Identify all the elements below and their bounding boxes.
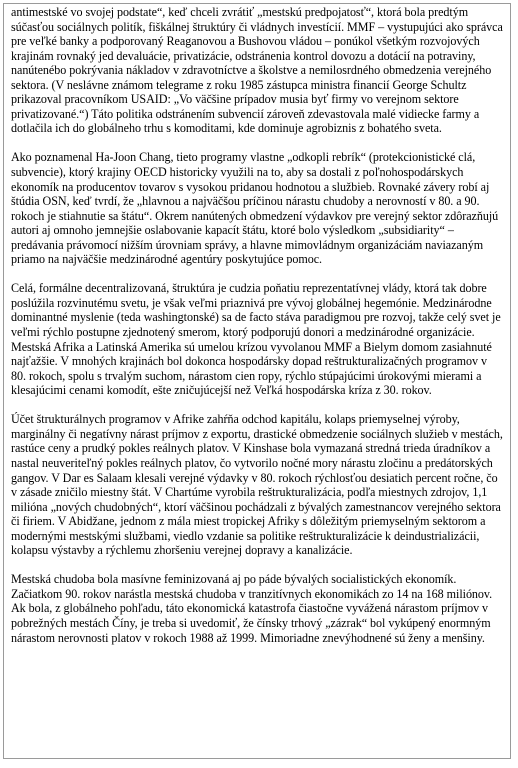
paragraph-4: Účet štrukturálnych programov v Afrike zahŕňa odchod kapitálu, kolaps priemyselnej výroby, marginálny či negatívny nárast príjmov z exportu, drastické obmedzenie sociálnych služieb v mestách, rastúce ceny a prudký pokles reálnych platov. V Kinshase bola vymazaná stredná trieda úradníkov a nastal neuveriteľný pokles reálnych platov, čo vytvorilo nočné mory nárastu zločinu a predátorských gangov. V Dar es Salaam klesali verejné výdavky v 80. rokoch rýchlosťou desiatich percent ročne, čo v zásade zničilo miestny štát. V Chartúme vyrobila reštrukturalizácia, podľa miestnych zdrojov, 1,1 milióna „nových chudobných“, ktorí väčšinou pochádzali z bývalých zamestnancov verejného sektora či firiem. V Abidžane, jednom z mála miest tropickej Afriky s dôležitým priemyselným sektorom a modernými mestskými službami, viedlo vzdanie sa politike reštrukturalizácie k deindustrializácii, kolapsu výstavby a rýchlemu zhoršeniu verejnej dopravy a kanalizácie. [11,412,503,558]
paragraph-3: Celá, formálne decentralizovaná, štruktúra je cudzia poňatiu reprezentatívnej vlády, ktorá tak dobre poslúžila rozvinutému svetu, je však veľmi priaznivá pre vývoj globálnej hegemónie. Medzinárodne dominantné myslenie (teda washingtonské) sa de facto stáva paradigmou pre rozvoj, takže celý svet je veľmi rýchlo postupne zjednotený smerom, ktorý podporujú donori a medzinárodné organizácie. Mestská Afrika a Latinská Amerika sú umelou krízou vyvolanou MMF a Bielym domom zasiahnuté najťažšie. V mnohých krajinách bol dokonca hospodársky dopad reštrukturalizačných programov v 80. rokoch, spolu s trvalým suchom, nárastom cien ropy, rýchlo stúpajúcimi úrokovými mierami a klesajúcimi cenami komodít, ešte zničujúcejší než Veľká hospodárska kríza z 30. rokov. [11,281,501,398]
paragraph-2: Ako poznamenal Ha-Joon Chang, tieto programy vlastne „odkopli rebrík“ (protekcionistické clá, subvencie), ktorý krajiny OECD historicky využili na to, aby sa dostali z poľnohospodárskych ekonomík na producentov tovarov s vysokou pridanou hodnotou a službieb. Rovnaké závery robí aj štúdia OSN, keď tvrdí, že „hlavnou a najväčšou príčinou nárastu chudoby a nerovností v 80. a 90. rokoch je stiahnutie sa štátu“. Okrem nanútených obmedzení výdavkov pre verejný sektor zdôrazňujú autori aj omnoho jemnejšie oslabovanie kapacít štátu, ktoré bolo výsledkom „subsidiarity“ – predávania právomocí nižším úrovniam správy, a hlavne mimovládnym organizáciám naviazaným priamo na najväčšie medzinárodné agentúry poskytujúce pomoc. [11,150,499,267]
document-page [3,3,511,759]
paragraph-1: antimestské vo svojej podstate“, keď chceli zvrátiť „mestskú predpojatosť“, ktorá bola predtým súčasťou sociálnych politík, fiškálnej štruktúry či vládnych investícií. MMF – vystupujúci ako správca pre veľké banky a podporovaný Reaganovou a Bushovou vládou – ponúkol všetkým rozvojových krajinám rovnaký jed devaluácie, privatizácie, odstránenia kontrol dovozu a dotácií na potraviny, nanútenébo pokrývania nákladov v zdravotníctve a školstve a nemilosrdného obmedzenia verejného sektora. (V neslávne známom telegrame z roku 1985 zástupca ministra financií George Schultz prikazoval pracovníkom USAID: „Vo väčšine prípadov musia byť firmy vo verejnom sektore privatizované.“) Táto politika odstránením subvencií zároveň zdevastovala malé vidiecke farmy a dotlačila ich do globálneho trhu s komoditami, kde dominuje agrobiznis z bohatého sveta. [11,5,503,136]
paragraph-5: Mestská chudoba bola masívne feminizovaná aj po páde bývalých socialistických ekonomík. Začiatkom 90. rokov narástla mestská chudoba v tranzitívnych ekonomikách zo 14 na 168 miliónov. Ak bola, z globálneho pohľadu, táto ekonomická katastrofa čiastočne vyvážená nárastom príjmov v pobrežných mestách Číny, je treba si uvedomiť, že čínsky trhový „zázrak“ bol vykúpený enormným nárastom nerovnosti platov v rokoch 1988 až 1999. Mimoriadne znevýhodnené sú ženy a menšiny. [11,572,493,645]
